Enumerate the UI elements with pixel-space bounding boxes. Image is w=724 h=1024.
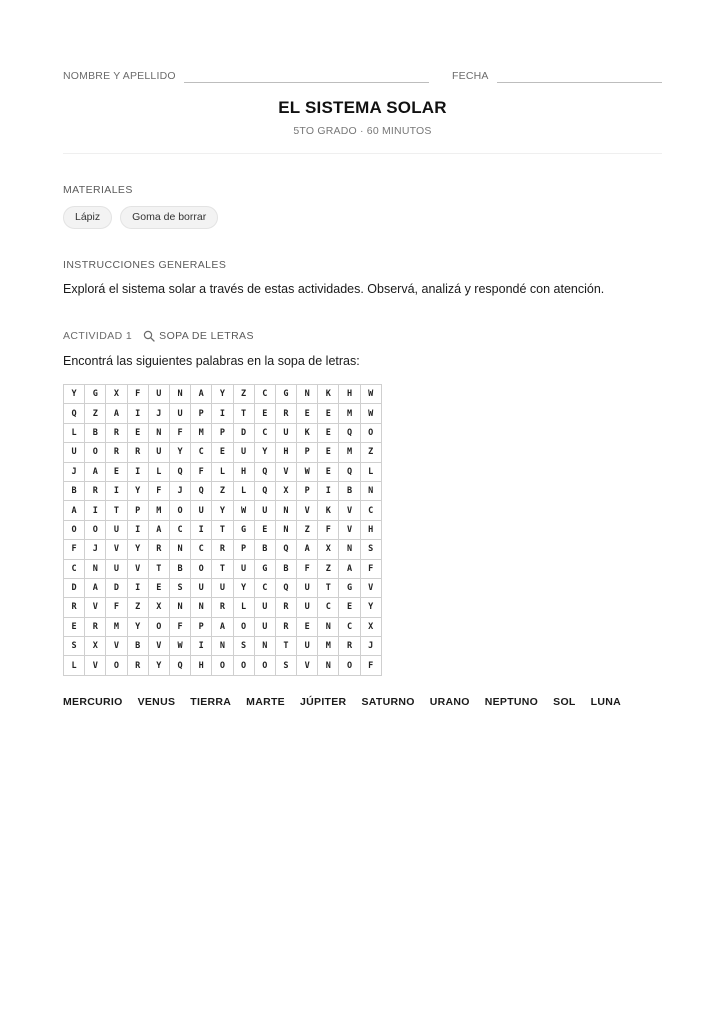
grid-cell[interactable]: U <box>254 501 275 520</box>
grid-row <box>64 520 382 539</box>
grid-cell[interactable]: U <box>191 501 212 520</box>
grid-cell[interactable]: I <box>318 481 339 500</box>
word-item: URANO <box>429 696 470 708</box>
grid-cell[interactable]: A <box>212 617 233 636</box>
grid-cell[interactable]: E <box>127 423 148 442</box>
grid-cell[interactable]: E <box>318 404 339 423</box>
grid-cell[interactable]: P <box>297 443 318 462</box>
grid-cell[interactable]: I <box>191 520 212 539</box>
grid-cell[interactable]: U <box>148 385 169 404</box>
grid-row <box>64 598 382 617</box>
grid-cell[interactable]: P <box>212 423 233 442</box>
grid-cell[interactable]: C <box>191 540 212 559</box>
student-info-row <box>63 70 662 86</box>
grid-cell[interactable]: E <box>297 617 318 636</box>
grid-cell[interactable]: F <box>318 520 339 539</box>
grid-cell[interactable]: N <box>85 559 106 578</box>
grid-cell[interactable]: Y <box>127 617 148 636</box>
grid-cell[interactable]: N <box>297 385 318 404</box>
grid-cell[interactable]: E <box>318 423 339 442</box>
grid-cell[interactable]: R <box>85 481 106 500</box>
grid-cell[interactable]: N <box>169 540 190 559</box>
grid-cell[interactable]: P <box>191 617 212 636</box>
activity-1-header <box>63 330 254 342</box>
grid-cell[interactable]: Y <box>127 540 148 559</box>
word-item: SATURNO <box>361 696 415 708</box>
header-divider <box>63 153 662 154</box>
grid-cell[interactable]: N <box>275 520 296 539</box>
name-field-line[interactable] <box>184 82 429 83</box>
grid-cell[interactable]: F <box>148 481 169 500</box>
grid-cell[interactable]: I <box>85 501 106 520</box>
grid-cell[interactable]: D <box>64 578 85 597</box>
word-search-grid <box>63 384 382 676</box>
grid-cell[interactable]: H <box>360 520 381 539</box>
grid-cell[interactable]: F <box>169 423 190 442</box>
grid-cell[interactable]: U <box>212 578 233 597</box>
grid-cell[interactable]: L <box>64 423 85 442</box>
grid-cell[interactable]: U <box>233 559 254 578</box>
grid-cell[interactable]: H <box>339 385 360 404</box>
grid-cell[interactable]: R <box>106 423 127 442</box>
grid-cell[interactable]: O <box>106 656 127 675</box>
grid-cell[interactable]: M <box>339 443 360 462</box>
grid-cell[interactable]: V <box>106 637 127 656</box>
grid-cell[interactable]: L <box>233 481 254 500</box>
grid-cell[interactable]: A <box>148 520 169 539</box>
grid-cell[interactable]: Y <box>148 656 169 675</box>
grid-cell[interactable]: R <box>212 598 233 617</box>
grid-row <box>64 578 382 597</box>
grid-cell[interactable]: Y <box>212 501 233 520</box>
grid-cell[interactable]: F <box>360 656 381 675</box>
worksheet-title: EL SISTEMA SOLAR <box>278 98 447 117</box>
grid-cell[interactable]: N <box>318 617 339 636</box>
grid-cell[interactable]: A <box>106 404 127 423</box>
grid-cell[interactable]: W <box>169 637 190 656</box>
word-list <box>63 696 621 708</box>
grid-row <box>64 501 382 520</box>
grid-cell[interactable]: W <box>360 385 381 404</box>
grid-cell[interactable]: C <box>169 520 190 539</box>
grid-cell[interactable]: J <box>169 481 190 500</box>
material-chip: Goma de borrar <box>120 206 218 229</box>
grid-cell[interactable]: E <box>297 404 318 423</box>
grid-cell[interactable]: Z <box>212 481 233 500</box>
name-label: NOMBRE Y APELLIDO <box>63 70 176 82</box>
grid-cell[interactable]: T <box>212 520 233 539</box>
grid-cell[interactable]: F <box>297 559 318 578</box>
grid-cell[interactable]: N <box>318 656 339 675</box>
grid-cell[interactable]: C <box>339 617 360 636</box>
grid-cell[interactable]: U <box>64 443 85 462</box>
grid-cell[interactable]: M <box>318 637 339 656</box>
word-item: NEPTUNO <box>484 696 539 708</box>
grid-cell[interactable]: X <box>275 481 296 500</box>
grid-cell[interactable]: R <box>85 617 106 636</box>
grid-cell[interactable]: S <box>169 578 190 597</box>
grid-cell[interactable]: I <box>191 637 212 656</box>
grid-cell[interactable]: T <box>318 578 339 597</box>
word-item: VENUS <box>137 696 176 708</box>
grid-cell[interactable]: U <box>254 617 275 636</box>
grid-cell[interactable]: R <box>127 443 148 462</box>
grid-cell[interactable]: L <box>148 462 169 481</box>
grid-cell[interactable]: N <box>148 423 169 442</box>
grid-cell[interactable]: M <box>148 501 169 520</box>
grid-cell[interactable]: N <box>254 637 275 656</box>
grid-cell[interactable]: E <box>64 617 85 636</box>
activity-name: SOPA DE LETRAS <box>159 330 254 342</box>
grid-cell[interactable]: E <box>339 598 360 617</box>
grid-cell[interactable]: C <box>191 443 212 462</box>
grid-row <box>64 404 382 423</box>
grid-cell[interactable]: V <box>360 578 381 597</box>
grid-cell[interactable]: V <box>148 637 169 656</box>
word-item: JÚPITER <box>300 696 347 708</box>
grid-row <box>64 481 382 500</box>
grid-cell[interactable]: F <box>360 559 381 578</box>
grid-cell[interactable]: A <box>297 540 318 559</box>
grid-cell[interactable]: X <box>85 637 106 656</box>
worksheet-subtitle: 5TO GRADO · 60 MINUTOS <box>293 125 432 137</box>
grid-cell[interactable]: F <box>127 385 148 404</box>
grid-cell[interactable]: C <box>318 598 339 617</box>
grid-cell[interactable]: N <box>212 637 233 656</box>
grid-cell[interactable]: Q <box>191 481 212 500</box>
grid-cell[interactable]: R <box>127 656 148 675</box>
grid-cell[interactable]: F <box>169 617 190 636</box>
grid-cell[interactable]: B <box>254 540 275 559</box>
grid-cell[interactable]: S <box>360 540 381 559</box>
activity-prompt: Encontrá las siguientes palabras en la sopa de letras: <box>63 354 360 368</box>
grid-cell[interactable]: O <box>212 656 233 675</box>
grid-cell[interactable]: O <box>233 656 254 675</box>
grid-cell[interactable]: I <box>127 404 148 423</box>
grid-cell[interactable]: Y <box>212 385 233 404</box>
word-item: MERCURIO <box>63 696 123 708</box>
grid-cell[interactable]: T <box>212 559 233 578</box>
grid-cell[interactable]: N <box>339 540 360 559</box>
grid-cell[interactable]: G <box>254 559 275 578</box>
grid-cell[interactable]: U <box>254 598 275 617</box>
grid-cell[interactable]: B <box>169 559 190 578</box>
grid-cell[interactable]: S <box>233 637 254 656</box>
grid-cell[interactable]: A <box>339 559 360 578</box>
grid-cell[interactable]: A <box>191 385 212 404</box>
grid-cell[interactable]: I <box>127 520 148 539</box>
grid-row <box>64 423 382 442</box>
grid-cell[interactable]: Q <box>169 462 190 481</box>
grid-cell[interactable]: V <box>85 598 106 617</box>
grid-cell[interactable]: R <box>106 443 127 462</box>
grid-cell[interactable]: U <box>275 423 296 442</box>
grid-cell[interactable]: N <box>275 501 296 520</box>
grid-row <box>64 462 382 481</box>
grid-cell[interactable]: V <box>339 501 360 520</box>
grid-cell[interactable]: R <box>64 598 85 617</box>
grid-cell[interactable]: Z <box>297 520 318 539</box>
grid-cell[interactable]: L <box>212 462 233 481</box>
grid-cell[interactable]: A <box>64 501 85 520</box>
grid-cell[interactable]: S <box>275 656 296 675</box>
grid-cell[interactable]: I <box>127 462 148 481</box>
word-item: SOL <box>553 696 576 708</box>
search-icon <box>143 330 155 342</box>
grid-cell[interactable]: Z <box>233 385 254 404</box>
word-item: LUNA <box>590 696 622 708</box>
grid-cell[interactable]: F <box>191 462 212 481</box>
grid-cell[interactable]: O <box>191 559 212 578</box>
grid-cell[interactable]: M <box>191 423 212 442</box>
grid-cell[interactable]: C <box>254 423 275 442</box>
grid-cell[interactable]: V <box>297 656 318 675</box>
grid-cell[interactable]: A <box>85 462 106 481</box>
word-item: TIERRA <box>190 696 232 708</box>
grid-cell[interactable]: C <box>360 501 381 520</box>
grid-cell[interactable]: U <box>106 559 127 578</box>
grid-cell[interactable]: P <box>233 540 254 559</box>
grid-cell[interactable]: R <box>148 540 169 559</box>
grid-cell[interactable]: F <box>106 598 127 617</box>
grid-cell[interactable]: O <box>233 617 254 636</box>
grid-cell[interactable]: N <box>169 598 190 617</box>
grid-row <box>64 559 382 578</box>
grid-cell[interactable]: I <box>127 578 148 597</box>
grid-cell[interactable]: L <box>360 462 381 481</box>
grid-cell[interactable]: V <box>106 540 127 559</box>
grid-cell[interactable]: S <box>64 637 85 656</box>
grid-cell[interactable]: R <box>339 637 360 656</box>
grid-cell[interactable]: Q <box>339 423 360 442</box>
grid-cell[interactable]: R <box>275 598 296 617</box>
grid-cell[interactable]: C <box>254 578 275 597</box>
date-field-line[interactable] <box>497 82 662 83</box>
grid-cell[interactable]: Y <box>169 443 190 462</box>
grid-cell[interactable]: Q <box>254 462 275 481</box>
grid-cell[interactable]: O <box>148 617 169 636</box>
grid-cell[interactable]: V <box>275 462 296 481</box>
grid-row <box>64 385 382 404</box>
grid-cell[interactable]: O <box>85 443 106 462</box>
grid-cell[interactable]: V <box>339 520 360 539</box>
grid-cell[interactable]: J <box>64 462 85 481</box>
grid-cell[interactable]: J <box>148 404 169 423</box>
grid-cell[interactable]: W <box>360 404 381 423</box>
grid-cell[interactable]: J <box>85 540 106 559</box>
grid-cell[interactable]: I <box>106 481 127 500</box>
grid-cell[interactable]: U <box>297 637 318 656</box>
grid-cell[interactable]: H <box>275 443 296 462</box>
grid-cell[interactable]: Q <box>275 578 296 597</box>
grid-cell[interactable]: Z <box>318 559 339 578</box>
grid-row <box>64 617 382 636</box>
grid-cell[interactable]: Q <box>339 462 360 481</box>
grid-cell[interactable]: U <box>297 598 318 617</box>
grid-cell[interactable]: Y <box>127 481 148 500</box>
grid-cell[interactable]: K <box>318 501 339 520</box>
grid-cell[interactable]: R <box>275 617 296 636</box>
grid-cell[interactable]: G <box>339 578 360 597</box>
grid-cell[interactable]: U <box>106 520 127 539</box>
grid-cell[interactable]: Q <box>254 481 275 500</box>
grid-cell[interactable]: Q <box>64 404 85 423</box>
grid-cell[interactable]: F <box>64 540 85 559</box>
grid-cell[interactable]: A <box>85 578 106 597</box>
grid-cell[interactable]: U <box>148 443 169 462</box>
grid-cell[interactable]: N <box>169 385 190 404</box>
grid-row <box>64 656 382 675</box>
grid-cell[interactable]: Q <box>169 656 190 675</box>
grid-cell[interactable]: E <box>148 578 169 597</box>
grid-cell[interactable]: O <box>64 520 85 539</box>
materials-title: MATERIALES <box>63 184 133 196</box>
grid-cell[interactable]: U <box>191 578 212 597</box>
grid-cell[interactable]: R <box>212 540 233 559</box>
grid-cell[interactable]: C <box>64 559 85 578</box>
grid-cell[interactable]: E <box>254 404 275 423</box>
grid-cell[interactable]: N <box>191 598 212 617</box>
grid-row <box>64 540 382 559</box>
grid-cell[interactable]: X <box>148 598 169 617</box>
grid-cell[interactable]: T <box>275 637 296 656</box>
grid-cell[interactable]: M <box>339 404 360 423</box>
grid-cell[interactable]: P <box>127 501 148 520</box>
grid-cell[interactable]: E <box>254 520 275 539</box>
grid-cell[interactable]: D <box>106 578 127 597</box>
grid-cell[interactable]: T <box>106 501 127 520</box>
grid-cell[interactable]: E <box>212 443 233 462</box>
grid-cell[interactable]: E <box>106 462 127 481</box>
grid-cell[interactable]: O <box>339 656 360 675</box>
grid-cell[interactable]: O <box>85 520 106 539</box>
grid-cell[interactable]: X <box>318 540 339 559</box>
materials-list <box>63 206 218 229</box>
grid-cell[interactable]: Z <box>127 598 148 617</box>
grid-cell[interactable]: V <box>127 559 148 578</box>
grid-cell[interactable]: K <box>297 423 318 442</box>
grid-cell[interactable]: B <box>64 481 85 500</box>
grid-cell[interactable]: Q <box>275 540 296 559</box>
grid-cell[interactable]: T <box>148 559 169 578</box>
grid-cell[interactable]: V <box>297 501 318 520</box>
grid-cell[interactable]: E <box>318 443 339 462</box>
grid-cell[interactable]: B <box>275 559 296 578</box>
grid-cell[interactable]: Y <box>64 385 85 404</box>
grid-row <box>64 637 382 656</box>
grid-cell[interactable]: V <box>85 656 106 675</box>
grid-cell[interactable]: B <box>339 481 360 500</box>
grid-cell[interactable]: U <box>233 443 254 462</box>
grid-cell[interactable]: E <box>318 462 339 481</box>
grid-cell[interactable]: P <box>297 481 318 500</box>
grid-cell[interactable]: W <box>297 462 318 481</box>
grid-cell[interactable]: O <box>254 656 275 675</box>
grid-cell[interactable]: H <box>191 656 212 675</box>
grid-cell[interactable]: Y <box>360 598 381 617</box>
grid-cell[interactable]: U <box>169 404 190 423</box>
grid-cell[interactable]: I <box>212 404 233 423</box>
date-label: FECHA <box>452 70 489 82</box>
grid-cell[interactable]: G <box>233 520 254 539</box>
grid-cell[interactable]: C <box>254 385 275 404</box>
grid-cell[interactable]: L <box>233 598 254 617</box>
grid-cell[interactable]: X <box>360 617 381 636</box>
grid-cell[interactable]: B <box>127 637 148 656</box>
grid-cell[interactable]: P <box>191 404 212 423</box>
instructions-title: INSTRUCCIONES GENERALES <box>63 259 227 271</box>
grid-cell[interactable]: Y <box>254 443 275 462</box>
grid-cell[interactable]: O <box>169 501 190 520</box>
grid-cell[interactable]: X <box>106 385 127 404</box>
material-chip: Lápiz <box>63 206 112 229</box>
grid-cell[interactable]: W <box>233 501 254 520</box>
grid-cell[interactable]: D <box>233 423 254 442</box>
grid-cell[interactable]: H <box>233 462 254 481</box>
grid-cell[interactable]: J <box>360 637 381 656</box>
grid-cell[interactable]: L <box>64 656 85 675</box>
grid-cell[interactable]: G <box>275 385 296 404</box>
grid-cell[interactable]: M <box>106 617 127 636</box>
word-item: MARTE <box>246 696 285 708</box>
activity-number: ACTIVIDAD 1 <box>63 330 133 342</box>
grid-cell[interactable]: K <box>318 385 339 404</box>
instructions-text: Explorá el sistema solar a través de estas actividades. Observá, analizá y respondé con atención. <box>63 282 605 296</box>
grid-cell[interactable]: U <box>297 578 318 597</box>
grid-cell[interactable]: Z <box>85 404 106 423</box>
grid-row <box>64 443 382 462</box>
grid-cell[interactable]: Z <box>360 443 381 462</box>
grid-cell[interactable]: R <box>275 404 296 423</box>
grid-cell[interactable]: N <box>360 481 381 500</box>
grid-cell[interactable]: B <box>85 423 106 442</box>
grid-cell[interactable]: T <box>233 404 254 423</box>
grid-cell[interactable]: G <box>85 385 106 404</box>
grid-cell[interactable]: Y <box>233 578 254 597</box>
grid-cell[interactable]: O <box>360 423 381 442</box>
